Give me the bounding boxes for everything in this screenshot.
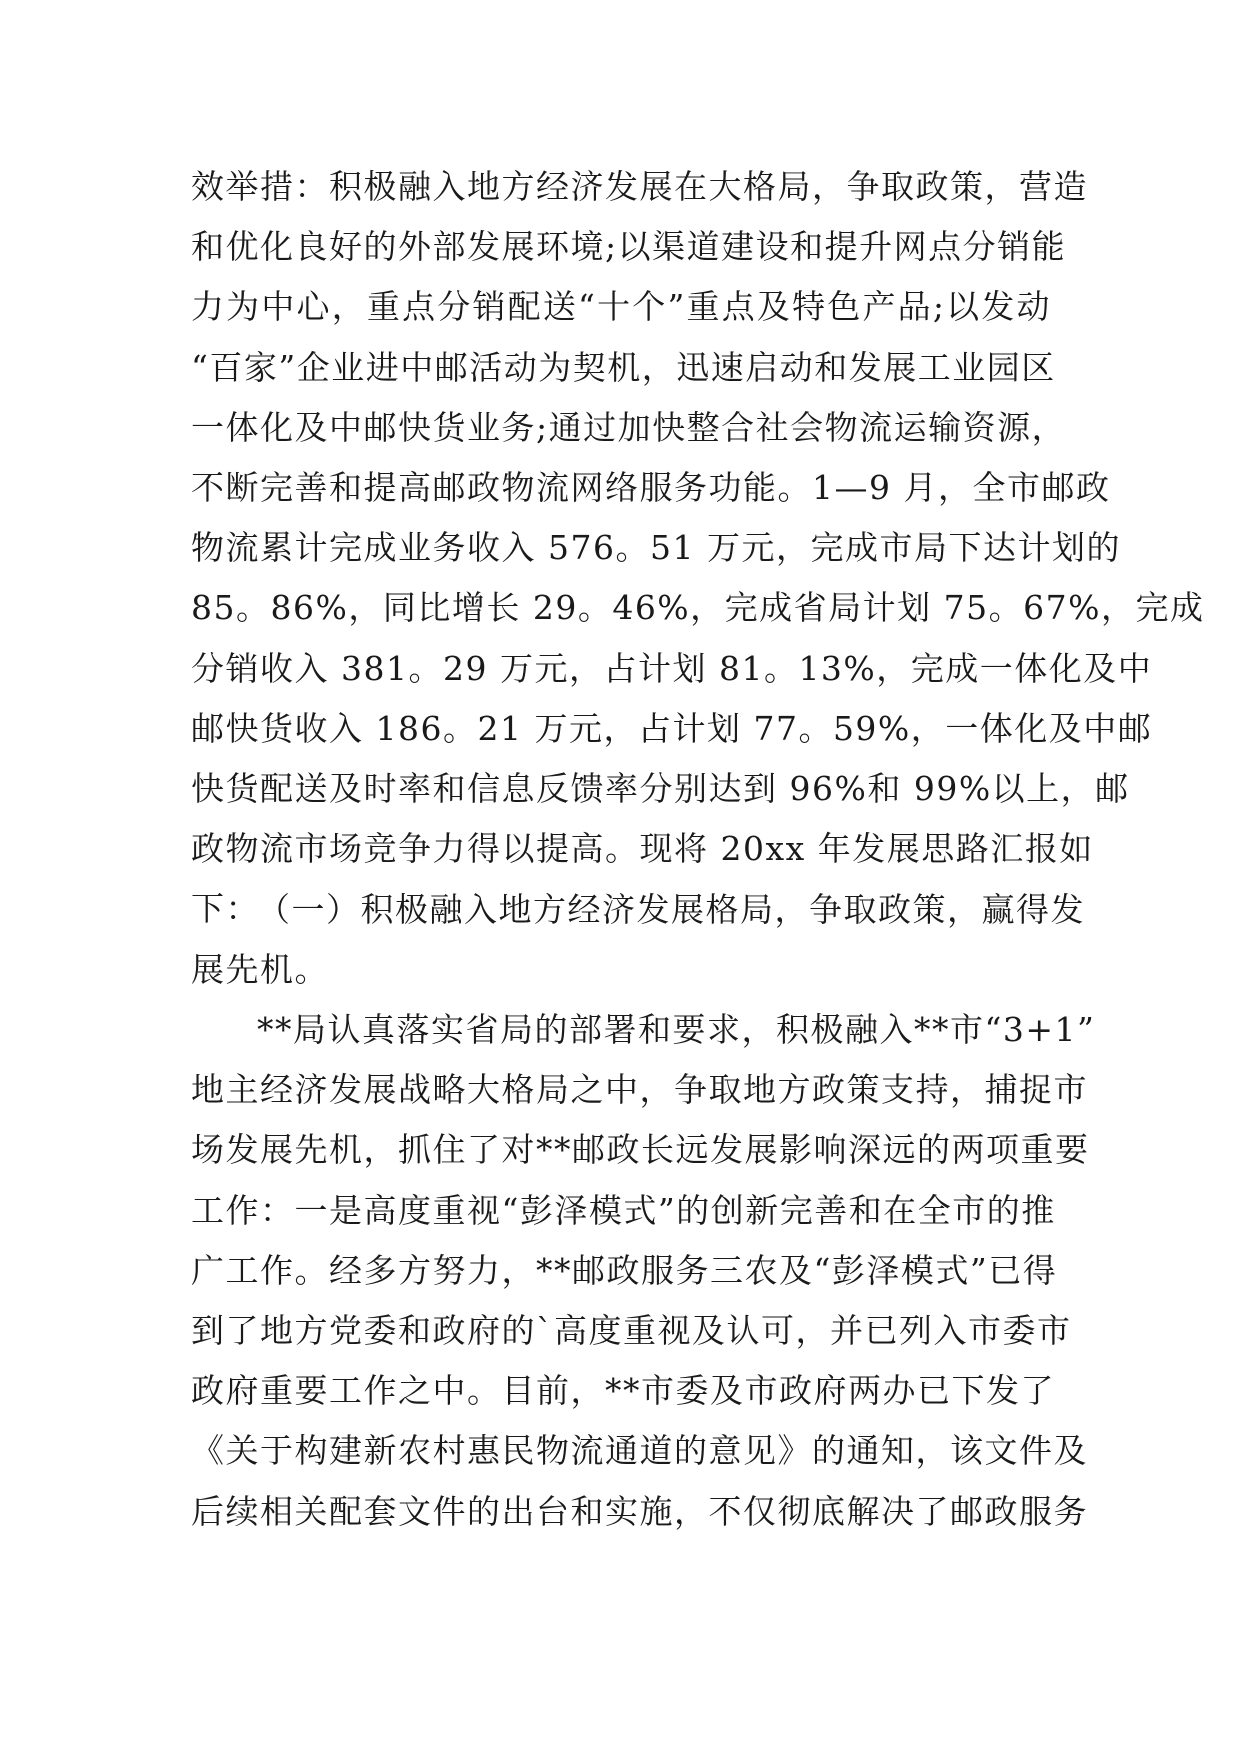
text-line: 到了地方党委和政府的`高度重视及认可，并已列入市委市 xyxy=(191,1310,1072,1350)
section-heading-line: 展先机。 xyxy=(191,950,329,990)
text-line: 不断完善和提高邮政物流网络服务功能。1—9 月，全市邮政 xyxy=(191,467,1111,507)
text-line: 邮快货收入 186。21 万元，占计划 77。59%，一体化及中邮 xyxy=(191,708,1153,748)
text-line: 效举措：积极融入地方经济发展在大格局，争取政策，营造 xyxy=(191,167,1088,206)
text-line: “百家”企业进中邮活动为契机，迅速启动和发展工业园区 xyxy=(191,347,1056,387)
text-line: 工作：一是高度重视“彭泽模式”的创新完善和在全市的推 xyxy=(191,1190,1056,1230)
text-line: 一体化及中邮快货业务;通过加快整合社会物流运输资源， xyxy=(191,407,1067,447)
text-line: **局认真落实省局的部署和要求，积极融入**市“3+1” xyxy=(257,1010,1096,1049)
text-line: 政府重要工作之中。目前，**市委及市政府两办已下发了 xyxy=(191,1371,1055,1411)
section-heading-line: （一）积极融入地方经济发展格局，争取政策，赢得发 xyxy=(257,890,1085,929)
text-line: 地主经济发展战略大格局之中，争取地方政策支持，捕捉市 xyxy=(191,1070,1088,1110)
text-line: 场发展先机，抓住了对**邮政长远发展影响深远的两项重要 xyxy=(191,1130,1090,1170)
paragraph-section-body xyxy=(191,1000,1096,1542)
section-heading xyxy=(191,880,1085,1000)
text-line: 政物流市场竞争力得以提高。现将 20xx 年发展思路汇报如 xyxy=(191,829,1094,869)
text-line: 力为中心，重点分销配送“十个”重点及特色产品;以发动 xyxy=(191,287,1051,327)
text-line: 快货配送及时率和信息反馈率分别达到 96%和 99%以上，邮 xyxy=(191,768,1130,808)
paragraph-intro-continuation xyxy=(191,157,1205,939)
text-line: 和优化良好的外部发展环境;以渠道建设和提升网点分销能 xyxy=(191,227,1067,267)
text-line: 广工作。经多方努力，**邮政服务三农及“彭泽模式”已得 xyxy=(191,1250,1058,1290)
text-line: 分销收入 381。29 万元，占计划 81。13%，完成一体化及中 xyxy=(191,648,1153,688)
text-line: 85。86%，同比增长 29。46%，完成省局计划 75。67%，完成 xyxy=(191,588,1205,628)
text-line: 后续相关配套文件的出台和实施，不仅彻底解决了邮政服务 xyxy=(191,1491,1088,1531)
text-line: 物流累计完成业务收入 576。51 万元，完成市局下达计划的 xyxy=(191,528,1121,568)
text-line: 下： xyxy=(191,889,260,929)
text-line: 《关于构建新农村惠民物流通道的意见》的通知，该文件及 xyxy=(191,1431,1088,1471)
